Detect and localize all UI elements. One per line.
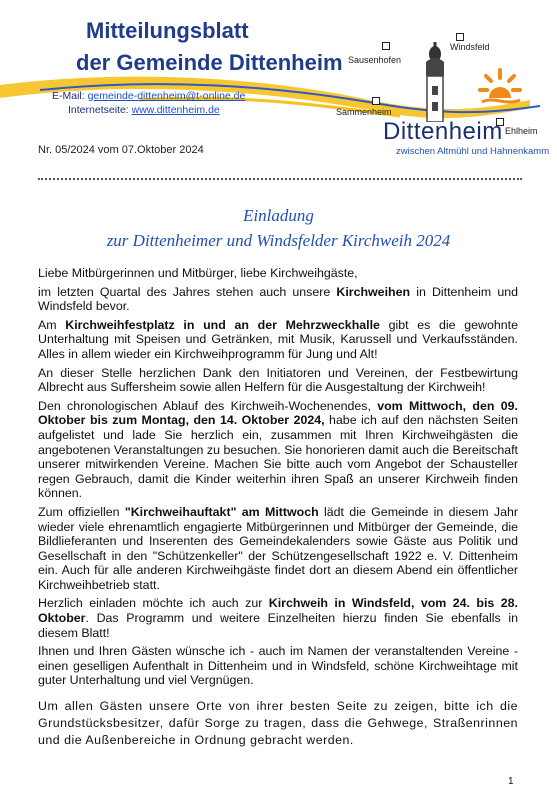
brand-tagline: zwischen Altmühl und Hahnenkamm [396,146,550,157]
newsletter-subtitle: der Gemeinde Dittenheim [76,50,343,75]
website-line [68,104,220,116]
issue-number: Nr. 05/2024 vom 07.Oktober 2024 [38,144,204,156]
church-tower-icon [418,42,452,122]
place-sammenheim: Sammenheim [336,107,392,117]
website-label: Internetseite: [68,104,129,116]
invitation-title: Einladung [243,206,314,225]
website-link[interactable]: www.dittenheim.de [131,104,220,116]
paragraph: Den chronologischen Ablauf des Kirchweih-Wochenendes, vom Mittwoch, den 09. Oktober bis zum Montag, den 14. Oktober 2024, habe ich auf den nächsten Seiten aufgelistet und lade Sie herzlich ein, zusammen mit Ihren Kirchweihgästen die angebotenen Veranstaltungen zu besuchen. Sie honorieren damit auch die Bereitschaft unserer mitwirkenden Vereine. Machen Sie bitte auch vom Angebot der Schausteller regen Gebrauch, damit die Kinder weiterhin ihren Spaß an unserer Kirchweih finden können. [38,398,518,501]
sausenhofen-marker [382,42,390,50]
place-sausenhofen: Sausenhofen [348,55,402,65]
header-divider [38,178,522,180]
email-link[interactable]: gemeinde-dittenheim@t-online.de [87,90,246,102]
email-label: E-Mail: [52,90,85,102]
letter-body [38,266,518,753]
newsletter-title: Mitteilungsblatt [86,18,249,43]
brand-name: Dittenheim [383,118,503,145]
paragraph: Am Kirchweihfestplatz in und an der Mehrzweckhalle gibt es die gewohnte Unterhaltung mit Speisen und Getränken, mit Musik, Karussell und Verkaufsständen. Alles in allem wieder ein Kirchweihprogramm für Jung und Alt! [38,317,518,361]
place-windsfeld: Windsfeld [450,42,490,52]
paragraph: Zum offiziellen "Kirchweihauftakt" am Mittwoch lädt die Gemeinde in diesem Jahr wieder viele ehrenamtlich engagierte Mitbürgerinnen und Mitbürger der Gemeinde, die Bildlieferanten und Inserenten des Gemeindekalenders sowie Gäste aus Politik und Gesellschaft in den "Schützenkeller" der Schützengesellschaft 1922 e. V. Dittenheim ein. Auch für alle anderen Kirchweihgäste findet dort an diesem Abend ein öffentlicher Kirchweihbetrieb statt. [38,504,518,592]
greeting: Liebe Mitbürgerinnen und Mitbürger, liebe Kirchweihgäste, [38,266,358,280]
email-line [52,90,245,102]
paragraph: Herzlich einladen möchte ich auch zur Kirchweih in Windsfeld, vom 24. bis 28. Oktober. Das Programm und weitere Einzelheiten hierzu finden Sie ebenfalls in diesem Blatt! [38,596,518,640]
paragraph: im letzten Quartal des Jahres stehen auch unsere Kirchweihen in Dittenheim und Windsfeld bevor. [38,284,518,314]
sammenheim-marker [372,97,380,105]
paragraph: Ihnen und Ihren Gästen wünsche ich - auch im Namen der veranstaltenden Vereine - einen geselligen Aufenthalt in Dittenheim und in Windsfeld, schöne Kirchweihtage mit guter Unterhaltung und viel Vergnügen. [38,644,518,688]
windsfeld-marker [456,33,464,41]
sun-icon [476,66,524,110]
paragraph: Um allen Gästen unsere Orte von ihrer besten Seite zu zeigen, bitte ich die Grundstücksbesitzer, dafür Sorge zu tragen, dass die Gehwege, Straßenrinnen und die Außenbereiche in Ordnung gebracht werden. [38,699,518,748]
invitation-subtitle: zur Dittenheimer und Windsfelder Kirchweih 2024 [106,231,451,250]
paragraph: An dieser Stelle herzlichen Dank den Initiatoren und Vereinen, der Festbewirtung Albrecht aus Suffersheim sowie allen Helfern für die Ausgestaltung der Kirchweih! [38,365,518,395]
page-number: 1 [508,776,514,787]
place-ehlheim: Ehlheim [505,126,538,136]
